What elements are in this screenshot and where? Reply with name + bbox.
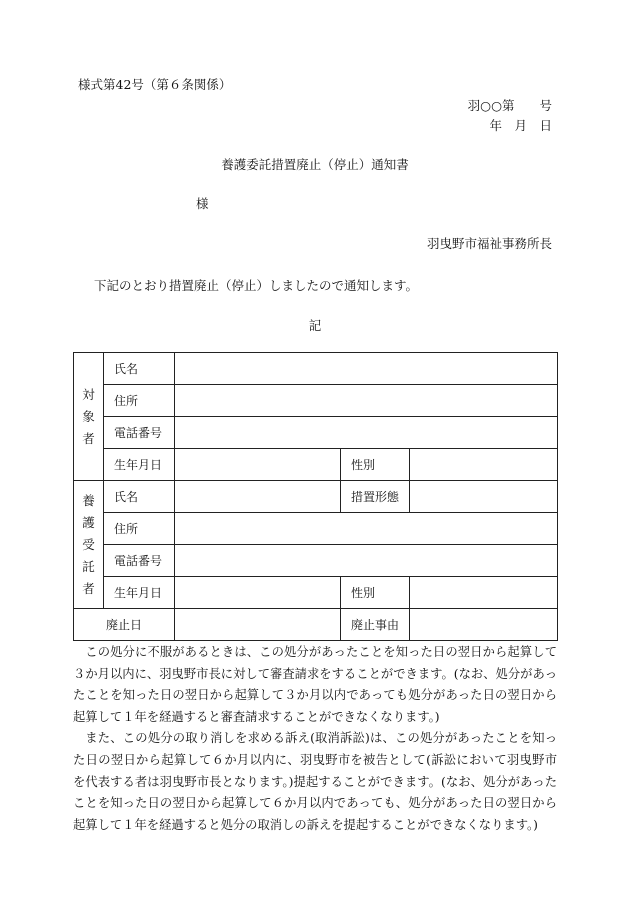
sender-name: 羽曳野市福祉事務所長	[426, 236, 552, 251]
abolition-date-field[interactable]	[175, 609, 341, 641]
appeal-note-lawsuit: また、この処分の取り消しを求める訴え(取消訴訟)は、この処分があったことを知った日の翌日から起算して６か月以内に、羽曳野市を被告として(訴訟において羽曳野市を代表する者は羽曳野市長となります。)提起することができます。(なお、処分があったことを知った日の翌日から起算して６か月以内であっても、処分があった日の翌日から起算して１年を経過すると処分の取消しの訴えを提起することができなくなります。)	[73, 731, 557, 832]
caretaker-birthdate-field[interactable]	[175, 577, 341, 609]
measure-type-field[interactable]	[410, 481, 558, 513]
recipient-honorific: 様	[196, 196, 209, 211]
ki-heading: 記	[308, 318, 322, 333]
document-title: 養護委託措置廃止（停止）通知書	[221, 157, 409, 172]
caretaker-address-label: 住所	[104, 513, 175, 545]
table-row	[74, 577, 558, 609]
table-row	[74, 353, 558, 385]
caretaker-phone-label: 電話番号	[104, 545, 175, 577]
subject-birthdate-label: 生年月日	[104, 449, 175, 481]
table-row	[74, 513, 558, 545]
subject-phone-label: 電話番号	[104, 417, 175, 449]
table-row	[74, 449, 558, 481]
caretaker-gender-field[interactable]	[410, 577, 558, 609]
measure-type-label: 措置形態	[341, 481, 410, 513]
subject-address-field[interactable]	[175, 385, 558, 417]
appeal-note-review: この処分に不服があるときは、この処分があったことを知った日の翌日から起算して３か月以内に、羽曳野市長に対して審査請求をすることができます。(なお、処分があったことを知った日の翌日から起算して３か月以内であっても処分があった日の翌日から起算して１年を経過すると審査請求することができなくなります。)	[73, 645, 557, 724]
caretaker-birthdate-label: 生年月日	[104, 577, 175, 609]
document-date: 年 月 日	[489, 118, 552, 133]
subject-birthdate-field[interactable]	[175, 449, 341, 481]
table-row	[74, 385, 558, 417]
subject-address-label: 住所	[104, 385, 175, 417]
abolition-reason-field[interactable]	[410, 609, 558, 641]
table-row	[74, 417, 558, 449]
caretaker-group-label: 養 護 受 託 者	[74, 481, 104, 609]
document-number: 羽○○第 号	[467, 98, 552, 113]
intro-text: 下記のとおり措置廃止（停止）しましたので通知します。	[94, 278, 419, 293]
caretaker-address-field[interactable]	[175, 513, 558, 545]
caretaker-phone-field[interactable]	[175, 545, 558, 577]
caretaker-gender-label: 性別	[341, 577, 410, 609]
table-row	[74, 481, 558, 513]
subject-phone-field[interactable]	[175, 417, 558, 449]
subject-group-label: 対 象 者	[74, 353, 104, 481]
subject-gender-label: 性別	[341, 449, 410, 481]
table-row	[74, 545, 558, 577]
table-row	[74, 609, 558, 641]
appeal-notes	[73, 642, 557, 836]
subject-gender-field[interactable]	[410, 449, 558, 481]
caretaker-name-field[interactable]	[175, 481, 341, 513]
caretaker-name-label: 氏名	[104, 481, 175, 513]
notice-table	[73, 352, 558, 641]
form-number: 様式第42号（第６条関係）	[78, 77, 232, 92]
subject-name-field[interactable]	[175, 353, 558, 385]
subject-name-label: 氏名	[104, 353, 175, 385]
abolition-date-label: 廃止日	[74, 609, 175, 641]
abolition-reason-label: 廃止事由	[341, 609, 410, 641]
